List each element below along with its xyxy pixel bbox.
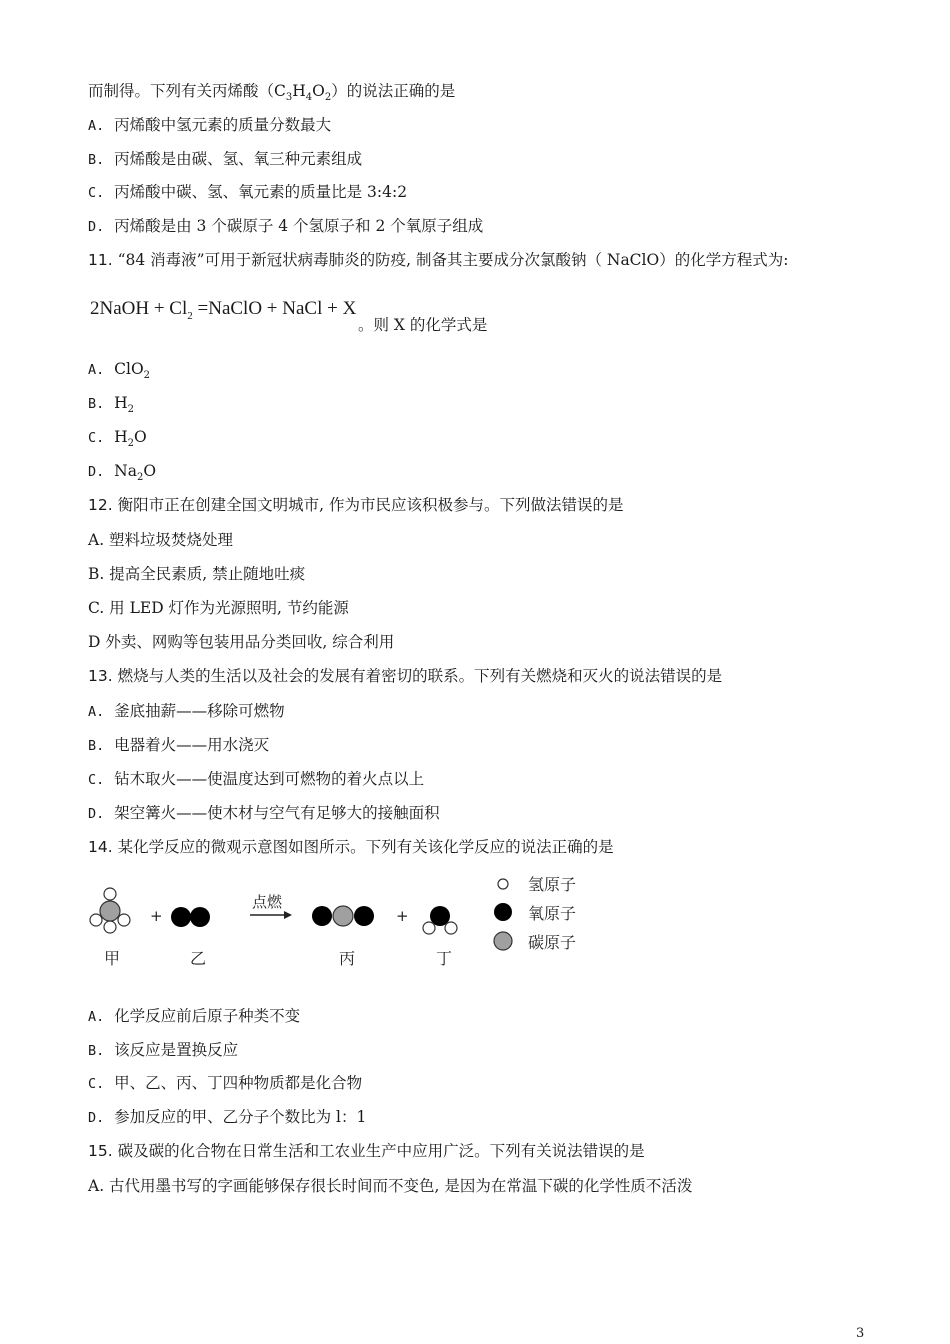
label-ding: 丁 — [436, 949, 453, 968]
legend-carbon-icon — [494, 932, 512, 950]
q13-option-d: D. 架空篝火——使木材与空气有足够大的接触面积 — [88, 804, 440, 822]
legend-oxygen-label: 氧原子 — [528, 904, 577, 923]
q11-option-c: C. $H_2O$ — [88, 428, 147, 450]
plus-sign: + — [150, 907, 163, 925]
hydrogen-atom — [445, 922, 457, 934]
legend-carbon-label: 碳原子 — [528, 933, 577, 952]
hydrogen-atom — [104, 921, 116, 933]
q15-stem: 15. 碳及碳的化合物在日常生活和工农业生产中应用广泛。下列有关说法错误的是 — [88, 1142, 645, 1160]
q12-option-c: C. 用 LED 灯作为光源照明, 节约能源 — [88, 599, 349, 617]
page-number: 3 — [856, 1326, 865, 1341]
q14-stem: 14. 某化学反应的微观示意图如图所示。下列有关该化学反应的说法正确的是 — [88, 838, 614, 856]
hydrogen-atom — [104, 888, 116, 900]
q11-equation-tail: 。则 X 的化学式是 — [358, 316, 488, 334]
reaction-arrow — [250, 911, 292, 919]
q11-stem: 11. “84 消毒液”可用于新冠状病毒肺炎的防疫, 制备其主要成分次氯酸钠（ NaClO）的化学方程式为: — [88, 251, 789, 269]
reaction-condition: 点燃 — [252, 893, 283, 911]
molecule-bing — [312, 906, 374, 926]
carbon-atom — [333, 906, 353, 926]
hydrogen-atom — [423, 922, 435, 934]
molecule-ding — [423, 906, 457, 934]
q10-stem: 而制得。下列有关丙烯酸$(C_3H_4O_2)$的说法正确的是 — [88, 82, 456, 104]
q13-stem: 13. 燃烧与人类的生活以及社会的发展有着密切的联系。下列有关燃烧和灭火的说法错误的是 — [88, 667, 723, 685]
q10-option-d: D. 丙烯酸是由 3 个碳原子 4 个氢原子和 2 个氧原子组成 — [88, 217, 484, 235]
legend-hydrogen-icon — [498, 879, 508, 889]
q12-option-d: D 外卖、网购等包装用品分类回收, 综合利用 — [88, 633, 395, 651]
oxygen-atom — [312, 906, 332, 926]
oxygen-atom — [190, 907, 210, 927]
molecule-yi — [171, 907, 210, 927]
q12-option-b: B. 提高全民素质, 禁止随地吐痰 — [88, 565, 306, 583]
hydrogen-atom — [90, 914, 102, 926]
oxygen-atom — [171, 907, 191, 927]
q12-stem: 12. 衡阳市正在创建全国文明城市, 作为市民应该积极参与。下列做法错误的是 — [88, 496, 624, 514]
legend-hydrogen-label: 氢原子 — [528, 875, 577, 894]
q14-option-d: D. 参加反应的甲、乙分子个数比为 l：1 — [88, 1108, 367, 1126]
q13-option-b: B. 电器着火——用水浇灭 — [88, 736, 270, 754]
q10-option-b: B. 丙烯酸是由碳、氢、氧三种元素组成 — [88, 150, 363, 168]
legend-oxygen-icon — [494, 903, 512, 921]
q10-option-c: C. 丙烯酸中碳、氢、氧元素的质量比是 3:4:2 — [88, 183, 408, 201]
q14-option-c: C. 甲、乙、丙、丁四种物质都是化合物 — [88, 1074, 363, 1092]
legend — [494, 875, 576, 952]
molecule-jia — [90, 888, 130, 933]
q11-option-a: A. ClO$_2$ — [88, 360, 151, 382]
q13-option-a: A. 釜底抽薪——移除可燃物 — [88, 702, 285, 720]
q14-option-b: B. 该反应是置换反应 — [88, 1041, 239, 1059]
oxygen-atom — [354, 906, 374, 926]
reaction-micro-diagram — [86, 870, 606, 980]
label-bing: 丙 — [339, 949, 356, 968]
q11-option-b: B. $H_2$ — [88, 394, 135, 416]
q14-option-a: A. 化学反应前后原子种类不变 — [88, 1007, 301, 1025]
label-jia: 甲 — [104, 949, 121, 968]
q10-option-a: A. 丙烯酸中氢元素的质量分数最大 — [88, 116, 332, 134]
q13-option-c: C. 钻木取火——使温度达到可燃物的着火点以上 — [88, 770, 425, 788]
carbon-atom — [100, 901, 120, 921]
q11-option-d: D. $Na_2O$ — [88, 462, 157, 484]
q12-option-a: A. 塑料垃圾焚烧处理 — [88, 531, 234, 549]
q15-option-a: A. 古代用墨书写的字画能够保存很长时间而不变色, 是因为在常温下碳的化学性质不活泼 — [88, 1177, 693, 1195]
plus-sign: + — [396, 907, 409, 925]
hydrogen-atom — [118, 914, 130, 926]
label-yi: 乙 — [190, 949, 207, 968]
q11-equation: 2NaOH + $Cl_2$ =NaClO + NaCl + X — [90, 298, 357, 322]
